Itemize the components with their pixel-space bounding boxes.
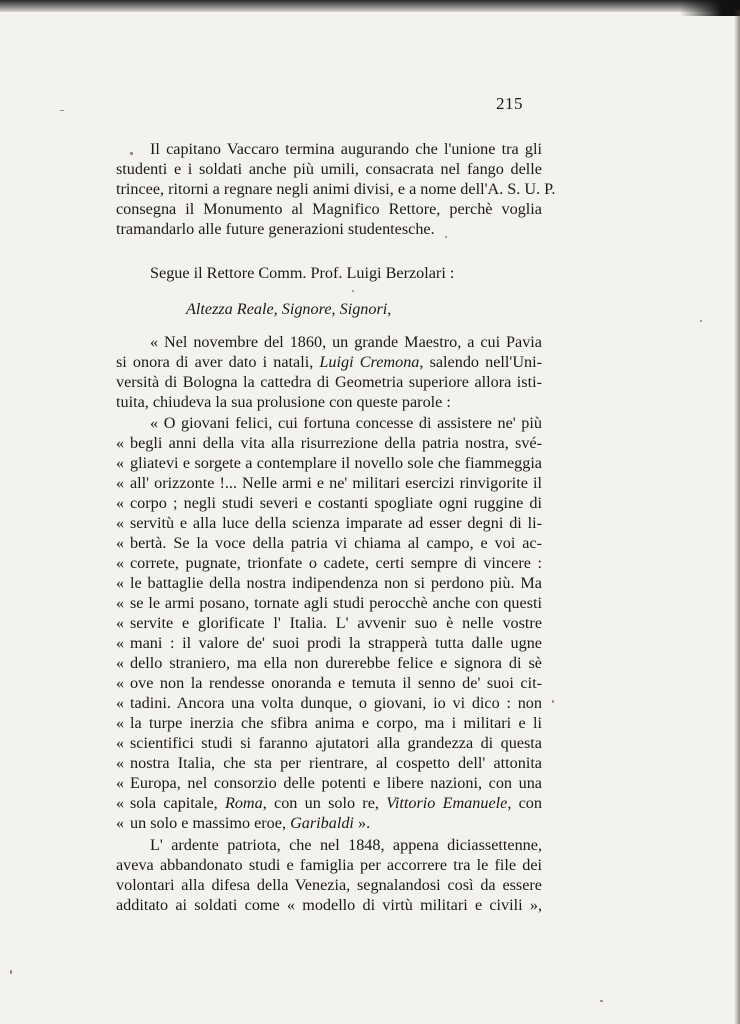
quote-text: begli anni della vita alla risurrezione della patria nostra, své- <box>130 434 542 452</box>
quote-text: servitù e alla luce della scienza imparate ad esser degni di li- <box>130 514 542 532</box>
quote-mark: « <box>116 614 125 632</box>
scan-speck <box>130 152 133 155</box>
quote-text: sola capitale, <box>130 794 225 812</box>
salutation: Altezza Reale, Signore, Signori, <box>186 300 392 318</box>
quote-line-10 <box>116 613 542 633</box>
scan-speck <box>600 1000 603 1002</box>
quote-line-12 <box>116 653 542 673</box>
quote-line-1 <box>116 433 542 453</box>
quote-text: servite e glorificate l' Italia. L' avvenir suo è nelle vostre <box>130 614 542 632</box>
quote-text: dello straniero, ma ella non durerebbe felice e signora di sè <box>130 654 542 672</box>
quote-mark: « <box>116 674 125 692</box>
quote-line-6 <box>116 533 542 553</box>
quote-mark: « <box>116 534 125 552</box>
quote-text: ove non la rendesse onoranda e temuta il senno de' suoi cit- <box>130 674 542 692</box>
quote-line-14 <box>116 693 542 713</box>
name-roma: Roma <box>224 794 263 812</box>
quote-line-5 <box>116 513 542 533</box>
quote-text: le battaglie della nostra indipendenza non si perdono più. Ma <box>130 574 542 592</box>
speech-line-4: tuita, chiudeva la sua prolusione con queste parole : <box>116 393 451 411</box>
quote-line-3 <box>116 473 542 493</box>
quote-text: , con un solo re, <box>262 794 387 812</box>
quote-text: ». <box>353 814 371 832</box>
speaker-heading: Segue il Rettore Comm. Prof. Luigi Berzolari : <box>150 264 455 282</box>
speech-line-1: « Nel novembre del 1860, un grande Maestro, a cui Pavia <box>150 333 542 351</box>
quote-text: Europa, nel consorzio delle potenti e libere nazioni, con una <box>130 774 542 792</box>
quote-mark: « <box>116 734 125 752</box>
quote-mark: « <box>116 514 125 532</box>
quote-text: bertà. Se la voce della patria vi chiama al campo, e voi ac- <box>130 534 542 552</box>
quote-mark: « <box>116 434 125 452</box>
scan-speck <box>60 110 64 111</box>
quote-mark: « <box>116 454 125 472</box>
quote-mark: « <box>116 814 125 832</box>
scan-speck <box>10 970 12 974</box>
page-number: 215 <box>496 94 523 113</box>
quote-line-18 <box>116 773 542 793</box>
scan-speck <box>352 290 354 292</box>
para3-line-3: volontari alla difesa della Venezia, segnalandosi così da essere <box>116 876 542 894</box>
quote-mark: « <box>116 754 125 772</box>
quote-text: se le armi posano, tornate agli studi perocchè anche con questi <box>130 594 542 612</box>
quote-line-11 <box>116 633 542 653</box>
quote-line-7 <box>116 553 542 573</box>
scan-right-edge <box>734 10 740 1024</box>
quote-text: all' orizzonte !... Nelle armi e ne' militari esercizi rinvigorite il <box>130 474 542 492</box>
scan-corner-shadow <box>680 0 740 16</box>
quote-line-9 <box>116 593 542 613</box>
para3-line-1: L' ardente patriota, che nel 1848, appena diciassettenne, <box>150 836 542 854</box>
para1-line-2: studenti e i soldati anche più umili, consacrata nel fango delle <box>116 160 542 178</box>
quote-mark: « <box>116 594 125 612</box>
quote-mark: « <box>116 774 125 792</box>
quote-mark: « <box>116 494 125 512</box>
scan-speck <box>445 236 447 238</box>
quote-mark: « <box>116 554 125 572</box>
quote-text: correte, pugnate, trionfate o cadete, certi sempre di vincere : <box>130 554 542 572</box>
quote-line-13 <box>116 673 542 693</box>
scan-top-edge <box>0 0 740 12</box>
speech-line-2-text-b: , salendo nell'Uni- <box>419 353 543 371</box>
speech-line-2 <box>116 352 542 372</box>
quote-line-15 <box>116 713 542 733</box>
quote-line-4 <box>116 493 542 513</box>
quote-mark: « <box>116 794 125 812</box>
quote-mark: « <box>116 574 125 592</box>
quote-text: mani : il valore de' suoi prodi la strapperà tutta dalle ugne <box>130 634 542 652</box>
quote-text: tadini. Ancora una volta dunque, o giovani, io vi dico : non <box>130 694 542 712</box>
para3-line-4: additato ai soldati come « modello di virtù militari e civili », <box>116 896 542 914</box>
scan-speck <box>700 320 702 322</box>
quote-mark: « <box>116 634 125 652</box>
name-cremona: Luigi Cremona <box>319 353 420 371</box>
para1-line-5: tramandarlo alle future generazioni studentesche. <box>116 220 435 238</box>
speech-line-3: versità di Bologna la cattedra di Geometria superiore allora isti- <box>116 373 542 391</box>
quote-text: la turpe inerzia che sfibra anima e corpo, ma i militari e li <box>130 714 542 732</box>
name-vittorio-emanuele: Vittorio Emanuele <box>386 794 508 812</box>
quote-mark: « <box>116 694 125 712</box>
quote-line-19 <box>116 793 542 813</box>
quote-mark: « <box>116 714 125 732</box>
quote-line-20 <box>116 813 542 833</box>
quote-line-open: « O giovani felici, cui fortuna concesse di assistere ne' più <box>150 414 542 432</box>
quote-line-16 <box>116 733 542 753</box>
quote-text: gliatevi e sorgete a contemplare il novello sole che fiammeggia <box>130 454 542 472</box>
para1-line-4: consegna il Monumento al Magnifico Rettore, perchè voglia <box>116 200 542 218</box>
quote-text: , con <box>507 794 542 812</box>
quote-line-2 <box>116 453 542 473</box>
quote-text: un solo e massimo eroe, <box>130 814 291 832</box>
quote-mark: « <box>116 654 125 672</box>
para1-line-3: trincee, ritorni a regnare negli animi divisi, e a nome dell'A. S. U. P. <box>116 180 556 198</box>
quote-line-8 <box>116 573 542 593</box>
quote-mark: « <box>116 474 125 492</box>
quote-text: nostra Italia, che sta per rientrare, al cospetto dell' attonita <box>130 754 542 772</box>
quote-text: corpo ; negli studi severi e costanti spogliate ogni ruggine di <box>130 494 542 512</box>
scan-speck <box>552 700 554 703</box>
quote-text: scientifici studi si faranno ajutatori alla grandezza di questa <box>130 734 542 752</box>
name-garibaldi: Garibaldi <box>290 814 354 832</box>
para1-line-1: Il capitano Vaccaro termina augurando che l'unione tra gli <box>150 140 542 158</box>
speech-line-2-text-a: si onora di aver dato i natali, <box>116 353 320 371</box>
quote-line-17 <box>116 753 542 773</box>
para3-line-2: aveva abbandonato studi e famiglia per accorrere tra le file dei <box>116 856 542 874</box>
